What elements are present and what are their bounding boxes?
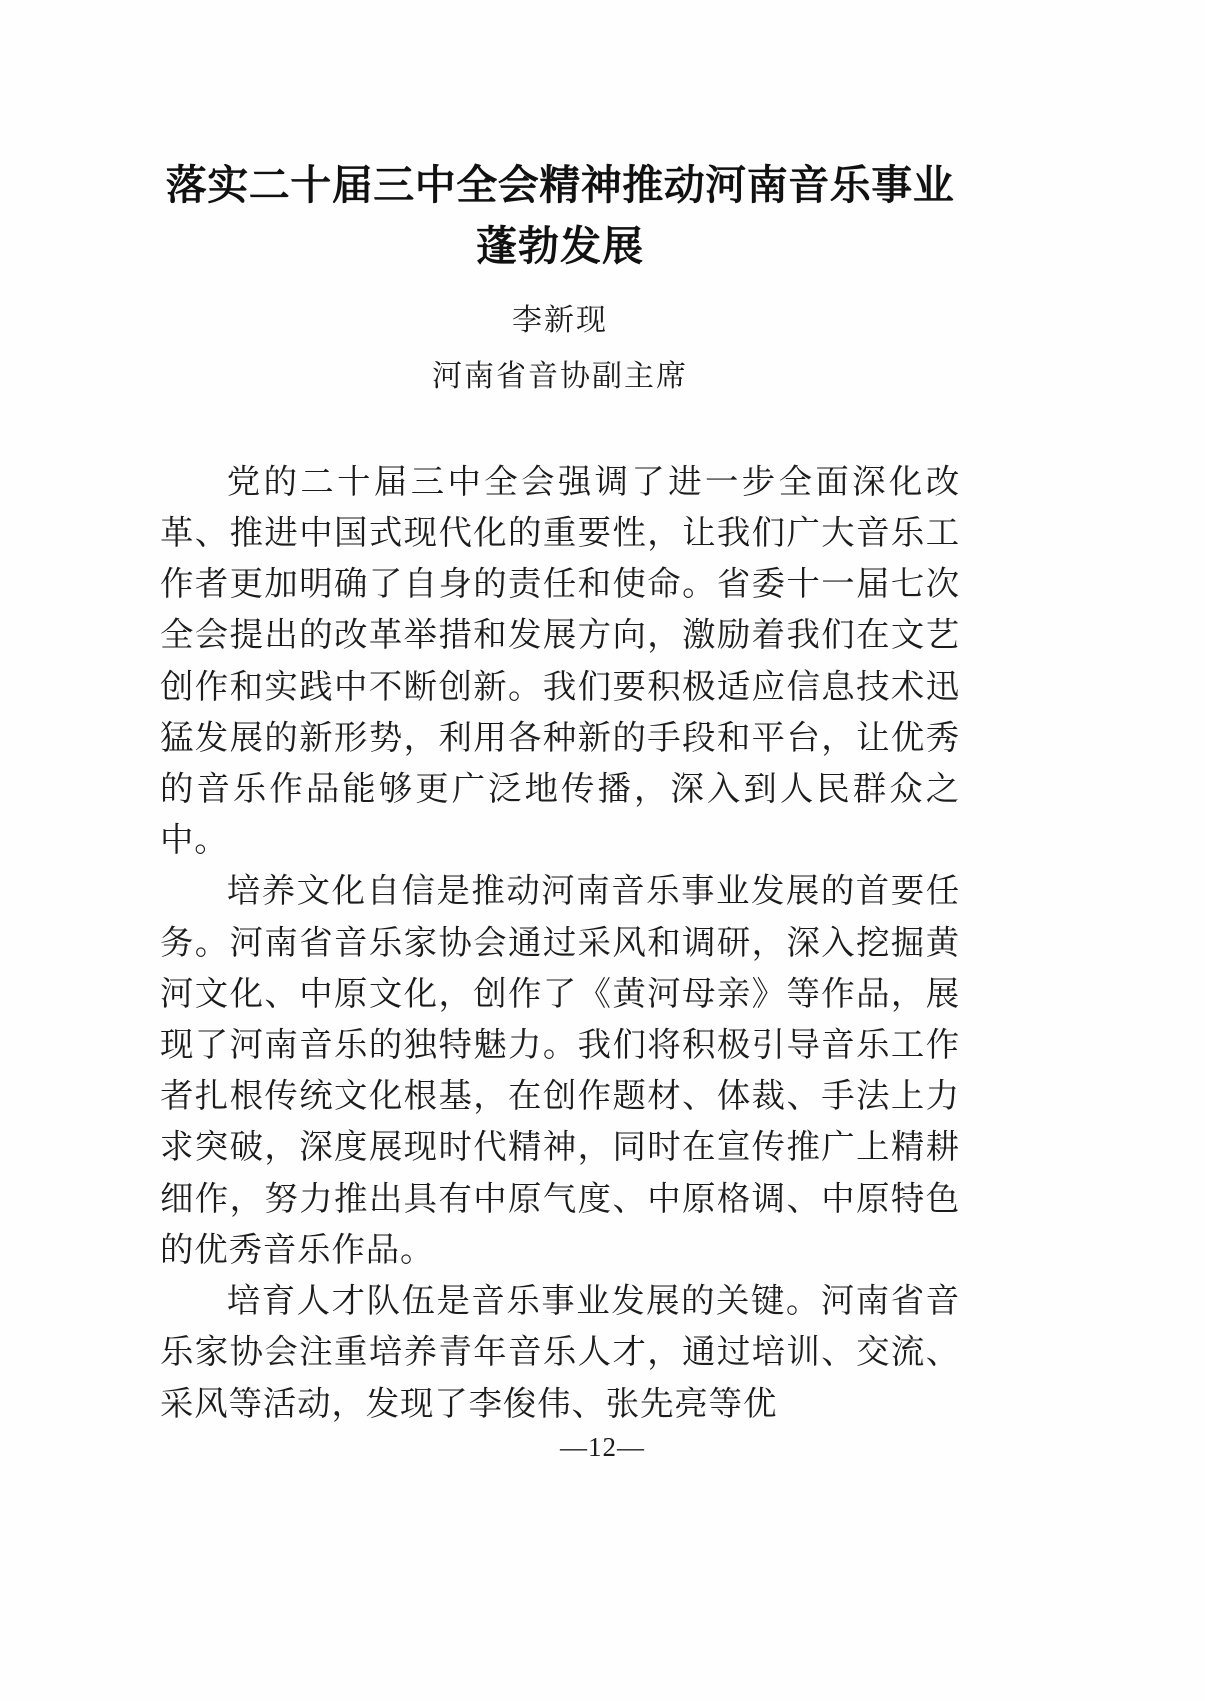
byline (160, 298, 960, 401)
page-content (160, 0, 960, 1430)
author-name: 李新现 (512, 304, 608, 338)
title-line-1: 落实二十届三中全会精神推动河南音乐事业 (165, 161, 955, 209)
author-affiliation: 河南省音协副主席 (432, 360, 688, 394)
paragraph-3: 培育人才队伍是音乐事业发展的关键。河南省音乐家协会注重培养青年音乐人才，通过培训、交流、采风等活动，发现了李俊伟、张先亮等优 (160, 1283, 960, 1423)
page-number: —12— (560, 1432, 645, 1462)
body-text (160, 457, 960, 1430)
title-line-2: 蓬勃发展 (476, 221, 644, 270)
page-title (160, 0, 960, 276)
paragraph-2: 培养文化自信是推动河南音乐事业发展的首要任务。河南省音乐家协会通过采风和调研，深入挖掘黄河文化、中原文化，创作了《黄河母亲》等作品，展现了河南音乐的独特魅力。我们将积极引导音乐工作者扎根传统文化根基，在创作题材、体裁、手法上力求突破，深度展现时代精神，同时在宣传推广上精耕细作，努力推出具有中原气度、中原格调、中原特色的优秀音乐作品。 (160, 873, 960, 1269)
paragraph-1: 党的二十届三中全会强调了进一步全面深化改革、推进中国式现代化的重要性，让我们广大音乐工作者更加明确了自身的责任和使命。省委十一届七次全会提出的改革举措和发展方向，激励着我们在文艺创作和实践中不断创新。我们要积极适应信息技术迅猛发展的新形势，利用各种新的手段和平台，让优秀的音乐作品能够更广泛地传播，深入到人民群众之中。 (160, 463, 960, 860)
